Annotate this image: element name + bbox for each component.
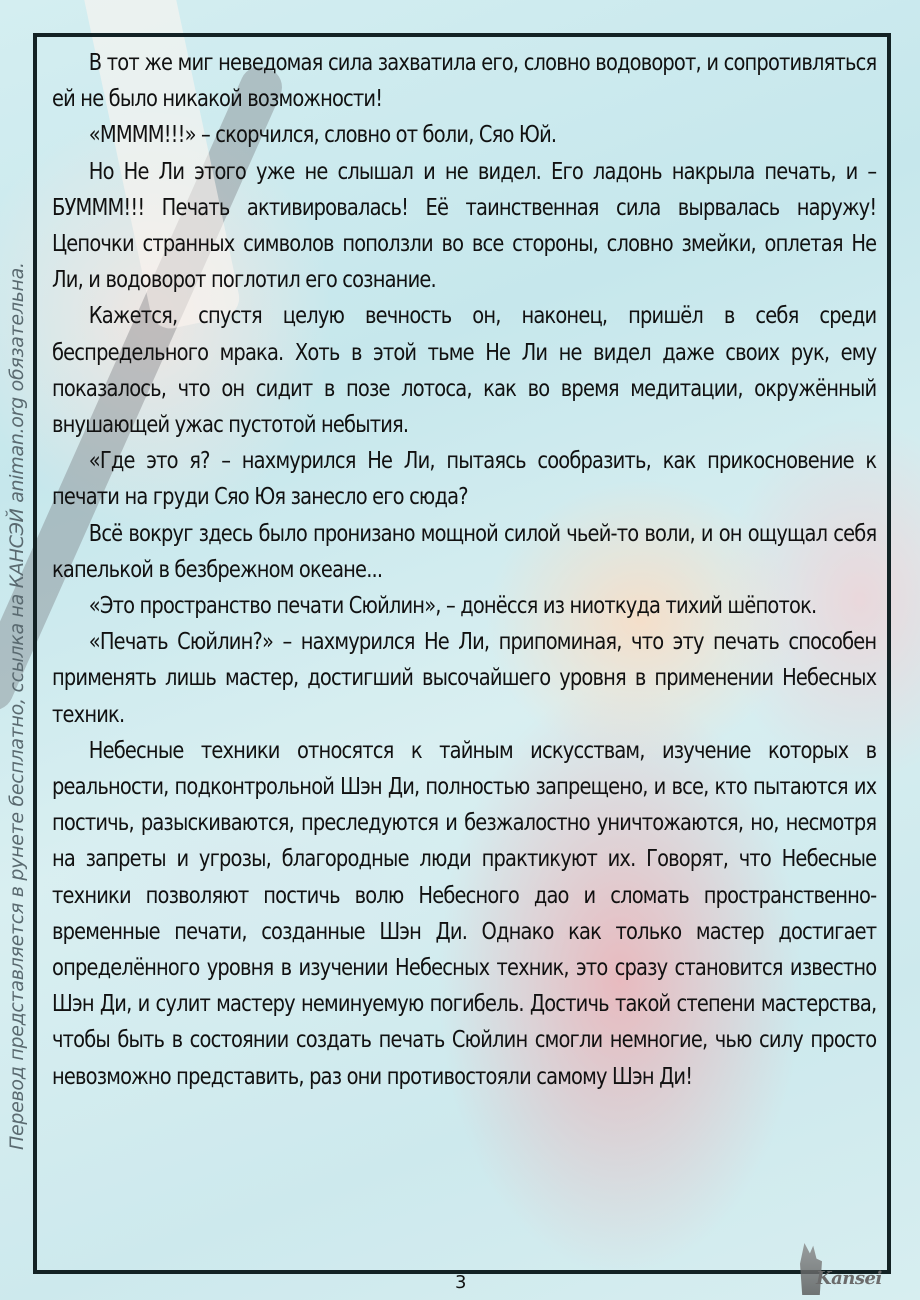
paragraph: «Где это я? – нахмурился Не Ли, пытаясь сообразить, как прикосновение к печати на груди Сяо Юя занесло его сюда? [52, 446, 877, 511]
page-number: 3 [455, 1272, 467, 1293]
paragraph: Кажется, спустя целую вечность он, наконец, пришёл в себя среди беспредельного мрака. Хоть в этой тьме Не Ли не видел даже своих рук, ему показалось, что он сидит в позе лотоса, как во время медитации, окружённый внушающей ужас пустотой небытия. [52, 301, 877, 439]
paragraph: «Это пространство печати Сюйлин», – донёсся из ниоткуда тихий шёпоток. [88, 591, 817, 620]
kansei-logo [800, 1243, 880, 1298]
page-text [52, 44, 876, 1094]
logo-text: Kansei [816, 1268, 882, 1289]
paragraph: Всё вокруг здесь было пронизано мощной силой чьей-то воли, и он ощущал себя капелькой в безбрежном океане... [52, 518, 877, 583]
side-notice: Перевод представляется в рунете бесплатно, ссылка на КАНСЭЙ animan.org обязательна. [6, 262, 28, 1150]
paragraph: Но Не Ли этого уже не слышал и не видел. Его ладонь накрыла печать, и – БУМММ!!! Печать активировалась! Её таинственная сила вырвалась наружу! Цепочки странных символов поползли во все стороны, словно змейки, оплетая Не Ли, и водоворот поглотил его сознание. [52, 156, 877, 294]
paragraph: «ММММ!!!» – скорчился, словно от боли, Сяо Юй. [88, 120, 557, 149]
paragraph: «Печать Сюйлин?» – нахмурился Не Ли, припоминая, что эту печать способен применять лишь мастер, достигший высочайшего уровня в применении Небесных техник. [52, 627, 877, 728]
paragraph: Небесные техники относятся к тайным искусствам, изучение которых в реальности, подконтрольной Шэн Ди, полностью запрещено, и все, кто пытаются их постичь, разыскиваются, преследуются и безжалостно уничтожаются, но, несмотря на запреты и угрозы, благородные люди практикуют их. Говорят, что Небесные техники позволяют постичь волю Небесного дао и сломать пространственно-временные печати, созданные Шэн Ди. Однако как только мастер достигает определённого уровня в изучении Небесных техник, это сразу становится известно Шэн Ди, и сулит мастеру неминуемую погибель. Достичь такой степени мастерства, чтобы быть в состоянии создать печать Сюйлин смогли немногие, чью силу просто невозможно представить, раз они противостояли самому Шэн Ди! [52, 735, 877, 1090]
paragraph: В тот же миг неведомая сила захватила его, словно водоворот, и сопротивляться ей не было никакой возможности! [52, 48, 877, 113]
